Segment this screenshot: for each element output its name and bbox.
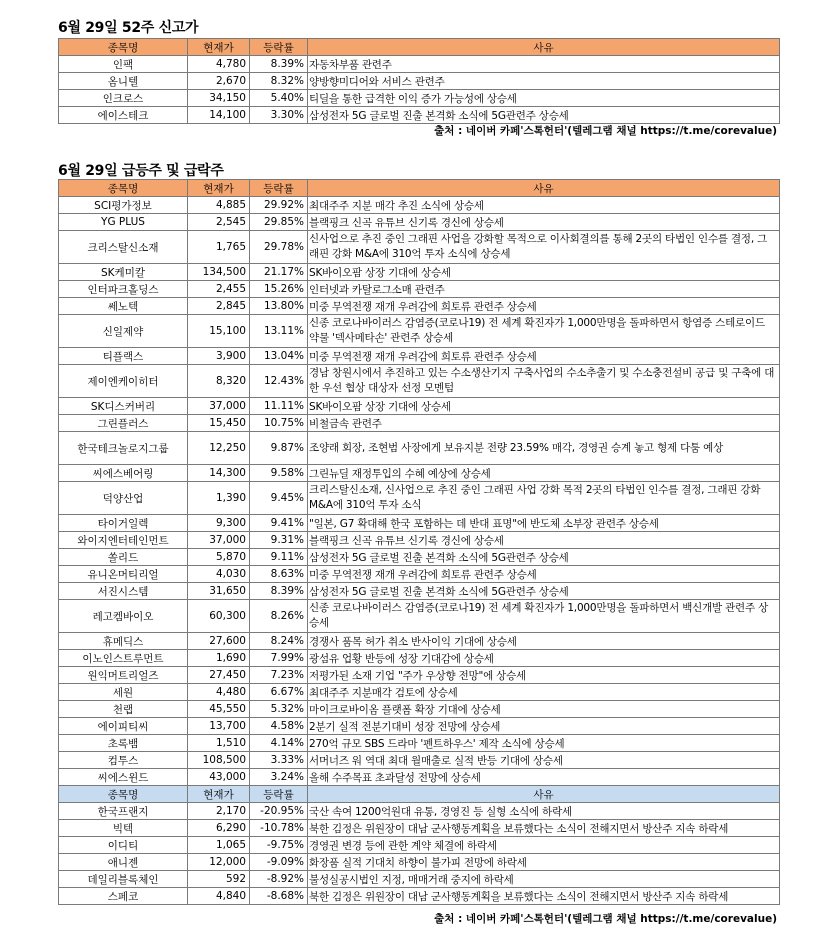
table-header-row — [59, 786, 780, 803]
table-row — [59, 398, 780, 415]
price: 4,030 — [188, 566, 250, 583]
reason: 국산 속여 1200억원대 유통, 경영진 등 실형 소식에 하락세 — [308, 803, 780, 820]
stock-name: 씨에스베어링 — [59, 465, 188, 482]
stock-name: YG PLUS — [59, 214, 188, 231]
price: 2,170 — [188, 803, 250, 820]
change-rate: 9.31% — [250, 532, 308, 549]
table-row — [59, 752, 780, 769]
table-row — [59, 432, 780, 465]
stock-name: 유니온머티리얼 — [59, 566, 188, 583]
price: 15,450 — [188, 415, 250, 432]
table-row — [59, 871, 780, 888]
stock-name: 이노인스트루먼트 — [59, 650, 188, 667]
reason: 양방향미디어와 서비스 관련주 — [308, 73, 780, 90]
price: 592 — [188, 871, 250, 888]
price: 2,845 — [188, 298, 250, 315]
header-price: 현재가 — [188, 39, 250, 56]
stock-name: 한국프랜지 — [59, 803, 188, 820]
table-row — [59, 820, 780, 837]
reason: 최대주주 지분 매각 추진 소식에 상승세 — [308, 197, 780, 214]
stock-name: 빅텍 — [59, 820, 188, 837]
header-reason: 사유 — [308, 39, 780, 56]
price: 60,300 — [188, 600, 250, 633]
table-row — [59, 56, 780, 73]
reason: 신사업으로 추진 중인 그래핀 사업을 강화할 목적으로 이사회결의를 통해 2곳의 타법인 인수를 결정, 그래핀 강화 M&A에 310억 투자 소식에 상승세 — [308, 231, 780, 264]
change-rate: 3.33% — [250, 752, 308, 769]
table-row — [59, 854, 780, 871]
stock-name: 인크로스 — [59, 90, 188, 107]
table-header-row — [59, 180, 780, 197]
change-rate: 8.24% — [250, 633, 308, 650]
reason: 크리스탈신소재, 신사업으로 추진 중인 그래핀 사업 강화 목적 2곳의 타법인 인수를 결정, 그래핀 강화 M&A에 310억 투자 소식 — [308, 482, 780, 515]
table-row — [59, 718, 780, 735]
reason: 미중 무역전쟁 재개 우려감에 희토류 관련주 상승세 — [308, 566, 780, 583]
change-rate: 11.11% — [250, 398, 308, 415]
change-rate: 9.58% — [250, 465, 308, 482]
table-row — [59, 107, 780, 124]
price: 4,840 — [188, 888, 250, 905]
price: 31,650 — [188, 583, 250, 600]
table-row — [59, 315, 780, 348]
reason: 인터넷과 카탈로그소매 관련주 — [308, 281, 780, 298]
change-rate: 4.58% — [250, 718, 308, 735]
stock-name: 덕양산업 — [59, 482, 188, 515]
losers-header — [59, 786, 780, 803]
table-row — [59, 73, 780, 90]
stock-name: 데일리블록체인 — [59, 871, 188, 888]
price: 5,870 — [188, 549, 250, 566]
change-rate: 9.41% — [250, 515, 308, 532]
change-rate: 8.63% — [250, 566, 308, 583]
table-row — [59, 684, 780, 701]
price: 1,510 — [188, 735, 250, 752]
table-row — [59, 735, 780, 752]
change-rate: 9.11% — [250, 549, 308, 566]
change-rate: 9.45% — [250, 482, 308, 515]
price: 37,000 — [188, 398, 250, 415]
reason: 미중 무역전쟁 재개 우려감에 희토류 관련주 상승세 — [308, 298, 780, 315]
stock-name: 옴니텔 — [59, 73, 188, 90]
table-row — [59, 90, 780, 107]
stock-name: 스페코 — [59, 888, 188, 905]
reason: 삼성전자 5G 글로벌 진출 본격화 소식에 5G관련주 상승세 — [308, 107, 780, 124]
stock-name: 인터파크홀딩스 — [59, 281, 188, 298]
price: 8,320 — [188, 365, 250, 398]
change-rate: 8.26% — [250, 600, 308, 633]
stock-name: 와이지엔터테인먼트 — [59, 532, 188, 549]
stock-name: 초록뱀 — [59, 735, 188, 752]
price: 2,545 — [188, 214, 250, 231]
reason: 경남 창원시에서 추진하고 있는 수소생산기지 구축사업의 수소추출기 및 수소충전설비 공급 및 구축에 대한 우선 협상 대상자 선정 모멘텀 — [308, 365, 780, 398]
change-rate: 7.99% — [250, 650, 308, 667]
table-row — [59, 633, 780, 650]
stock-name: 한국테크놀로지그룹 — [59, 432, 188, 465]
table-row — [59, 415, 780, 432]
table-row — [59, 549, 780, 566]
reason: 270억 규모 SBS 드라마 '펜트하우스' 제작 소식에 상승세 — [308, 735, 780, 752]
stock-name: 세원 — [59, 684, 188, 701]
change-rate: -10.78% — [250, 820, 308, 837]
price: 3,900 — [188, 348, 250, 365]
price: 37,000 — [188, 532, 250, 549]
section2-title: 6월 29일 급등주 및 급락주 — [58, 163, 224, 179]
stock-name: 천랩 — [59, 701, 188, 718]
reason: 그린뉴딜 재정투입의 수혜 예상에 상승세 — [308, 465, 780, 482]
stock-name: SCI평가정보 — [59, 197, 188, 214]
price: 9,300 — [188, 515, 250, 532]
price: 1,765 — [188, 231, 250, 264]
price: 34,150 — [188, 90, 250, 107]
stock-name: SK케미칼 — [59, 264, 188, 281]
reason: 블랙핑크 신곡 유튜브 신기록 경신에 상승세 — [308, 532, 780, 549]
stock-name: 에이피티씨 — [59, 718, 188, 735]
price: 15,100 — [188, 315, 250, 348]
table-row — [59, 348, 780, 365]
change-rate: 6.67% — [250, 684, 308, 701]
table-row — [59, 600, 780, 633]
table-row — [59, 701, 780, 718]
price: 14,100 — [188, 107, 250, 124]
change-rate: 13.04% — [250, 348, 308, 365]
stock-name: 티플랙스 — [59, 348, 188, 365]
change-rate: -9.75% — [250, 837, 308, 854]
change-rate: -8.92% — [250, 871, 308, 888]
source-note-2: 출처 : 네이버 카페'스톡헌터'(텔레그램 채널 https://t.me/corevalue) — [434, 913, 777, 925]
stock-name: 제이엔케이히터 — [59, 365, 188, 398]
change-rate: 8.39% — [250, 56, 308, 73]
reason: 비철금속 관련주 — [308, 415, 780, 432]
header-change: 등락률 — [250, 180, 308, 197]
reason: 서머너즈 워 역대 최대 월매출로 실적 반등 기대에 상승세 — [308, 752, 780, 769]
change-rate: 13.80% — [250, 298, 308, 315]
reason: 북한 김정은 위원장이 대남 군사행동계획을 보류했다는 소식이 전해지면서 방산주 지속 하락세 — [308, 888, 780, 905]
table-row — [59, 667, 780, 684]
table-row — [59, 231, 780, 264]
table-header-row — [59, 39, 780, 56]
table-row — [59, 465, 780, 482]
header-name: 종목명 — [59, 786, 188, 803]
table-row — [59, 583, 780, 600]
losers-table-body — [59, 803, 780, 905]
table-row — [59, 888, 780, 905]
new-high-table-body — [59, 56, 780, 124]
reason: 화장품 실적 기대치 하향이 불가피 전망에 하락세 — [308, 854, 780, 871]
change-rate: 10.75% — [250, 415, 308, 432]
reason: 마이크로바이옴 플랫폼 확장 기대에 상승세 — [308, 701, 780, 718]
change-rate: 5.40% — [250, 90, 308, 107]
stock-name: 휴메딕스 — [59, 633, 188, 650]
change-rate: 3.24% — [250, 769, 308, 786]
table-row — [59, 482, 780, 515]
reason: 신종 코로나바이러스 감염증(코로나19) 전 세계 확진자가 1,000만명을 돌파하면서 백신개발 관련주 상승세 — [308, 600, 780, 633]
change-rate: 12.43% — [250, 365, 308, 398]
stock-name: 컴투스 — [59, 752, 188, 769]
price: 134,500 — [188, 264, 250, 281]
reason: 삼성전자 5G 글로벌 진출 본격화 소식에 5G관련주 상승세 — [308, 583, 780, 600]
stock-name: SK디스커버리 — [59, 398, 188, 415]
change-rate: 8.32% — [250, 73, 308, 90]
new-high-table — [58, 38, 780, 124]
reason: 북한 김정은 위원장이 대남 군사행동계획을 보류했다는 소식이 전해지면서 방산주 지속 하락세 — [308, 820, 780, 837]
stock-name: 씨에스윈드 — [59, 769, 188, 786]
change-rate: -8.68% — [250, 888, 308, 905]
reason: 광섬유 업황 반등에 성장 기대감에 상승세 — [308, 650, 780, 667]
header-reason: 사유 — [308, 180, 780, 197]
reason: 자동차부품 관련주 — [308, 56, 780, 73]
reason: 올해 수주목표 초과달성 전망에 상승세 — [308, 769, 780, 786]
stock-name: 신일제약 — [59, 315, 188, 348]
reason: SK바이오팜 상장 기대에 상승세 — [308, 264, 780, 281]
price: 1,065 — [188, 837, 250, 854]
stock-name: 크리스탈신소재 — [59, 231, 188, 264]
header-price: 현재가 — [188, 180, 250, 197]
price: 1,690 — [188, 650, 250, 667]
reason: 경영권 변경 등에 관한 계약 체결에 하락세 — [308, 837, 780, 854]
table-row — [59, 298, 780, 315]
header-name: 종목명 — [59, 180, 188, 197]
table-row — [59, 803, 780, 820]
reason: 티딜을 통한 급격한 이익 증가 가능성에 상승세 — [308, 90, 780, 107]
stock-name: 애니젠 — [59, 854, 188, 871]
reason: 저평가된 소재 기업 "주가 우상향 전망"에 상승세 — [308, 667, 780, 684]
price: 12,250 — [188, 432, 250, 465]
price: 2,455 — [188, 281, 250, 298]
change-rate: 5.32% — [250, 701, 308, 718]
stock-name: 타이거일렉 — [59, 515, 188, 532]
stock-name: 서진시스템 — [59, 583, 188, 600]
header-reason: 사유 — [308, 786, 780, 803]
reason: 미중 무역전쟁 재개 우려감에 희토류 관련주 상승세 — [308, 348, 780, 365]
table-row — [59, 197, 780, 214]
price: 4,885 — [188, 197, 250, 214]
stock-name: 쏠리드 — [59, 549, 188, 566]
table-row — [59, 566, 780, 583]
change-rate: -20.95% — [250, 803, 308, 820]
reason: 불성실공시법인 지정, 매매거래 중지에 하락세 — [308, 871, 780, 888]
change-rate: 29.78% — [250, 231, 308, 264]
reason: 경쟁사 품목 허가 취소 반사이익 기대에 상승세 — [308, 633, 780, 650]
price: 1,390 — [188, 482, 250, 515]
change-rate: 9.87% — [250, 432, 308, 465]
reason: 삼성전자 5G 글로벌 진출 본격화 소식에 5G관련주 상승세 — [308, 549, 780, 566]
header-change: 등락률 — [250, 786, 308, 803]
header-price: 현재가 — [188, 786, 250, 803]
reason: SK바이오팜 상장 기대에 상승세 — [308, 398, 780, 415]
gainers-table-body — [59, 197, 780, 786]
reason: 블랙핑크 신곡 유튜브 신기록 경신에 상승세 — [308, 214, 780, 231]
change-rate: 29.85% — [250, 214, 308, 231]
price: 4,480 — [188, 684, 250, 701]
table-row — [59, 769, 780, 786]
price: 43,000 — [188, 769, 250, 786]
price: 27,600 — [188, 633, 250, 650]
reason: 신종 코로나바이러스 감염증(코로나19) 전 세계 확진자가 1,000만명을 돌파하면서 항염증 스테로이드 약물 '덱사메타손' 관련주 상승세 — [308, 315, 780, 348]
stock-name: 에이스테크 — [59, 107, 188, 124]
reason: 조양래 회장, 조현범 사장에게 보유지분 전량 23.59% 매각, 경영권 승계 놓고 형제 다툼 예상 — [308, 432, 780, 465]
table-row — [59, 650, 780, 667]
change-rate: 7.23% — [250, 667, 308, 684]
price: 14,300 — [188, 465, 250, 482]
table-row — [59, 837, 780, 854]
change-rate: 29.92% — [250, 197, 308, 214]
price: 108,500 — [188, 752, 250, 769]
change-rate: -9.09% — [250, 854, 308, 871]
price: 12,000 — [188, 854, 250, 871]
price: 4,780 — [188, 56, 250, 73]
change-rate: 3.30% — [250, 107, 308, 124]
change-rate: 4.14% — [250, 735, 308, 752]
table-row — [59, 264, 780, 281]
stock-name: 원익머트리얼즈 — [59, 667, 188, 684]
table-row — [59, 214, 780, 231]
table-row — [59, 281, 780, 298]
table-row — [59, 365, 780, 398]
table-row — [59, 515, 780, 532]
stock-name: 레고켐바이오 — [59, 600, 188, 633]
price: 45,550 — [188, 701, 250, 718]
movers-table — [58, 179, 780, 905]
price: 13,700 — [188, 718, 250, 735]
price: 6,290 — [188, 820, 250, 837]
header-name: 종목명 — [59, 39, 188, 56]
price: 2,670 — [188, 73, 250, 90]
reason: 최대주주 지분매각 검토에 상승세 — [308, 684, 780, 701]
stock-name: 이디티 — [59, 837, 188, 854]
section1-title: 6월 29일 52주 신고가 — [58, 20, 199, 36]
change-rate: 15.26% — [250, 281, 308, 298]
source-note-1: 출처 : 네이버 카페'스톡헌터'(텔레그램 채널 https://t.me/corevalue) — [434, 125, 777, 137]
stock-name: 인팩 — [59, 56, 188, 73]
change-rate: 13.11% — [250, 315, 308, 348]
reason: 2분기 실적 전분기대비 성장 전망에 상승세 — [308, 718, 780, 735]
header-change: 등락률 — [250, 39, 308, 56]
change-rate: 21.17% — [250, 264, 308, 281]
stock-name: 그린플러스 — [59, 415, 188, 432]
stock-name: 쎄노텍 — [59, 298, 188, 315]
table-row — [59, 532, 780, 549]
change-rate: 8.39% — [250, 583, 308, 600]
reason: "일본, G7 확대해 한국 포함하는 데 반대 표명"에 반도체 소부장 관련주 상승세 — [308, 515, 780, 532]
price: 27,450 — [188, 667, 250, 684]
